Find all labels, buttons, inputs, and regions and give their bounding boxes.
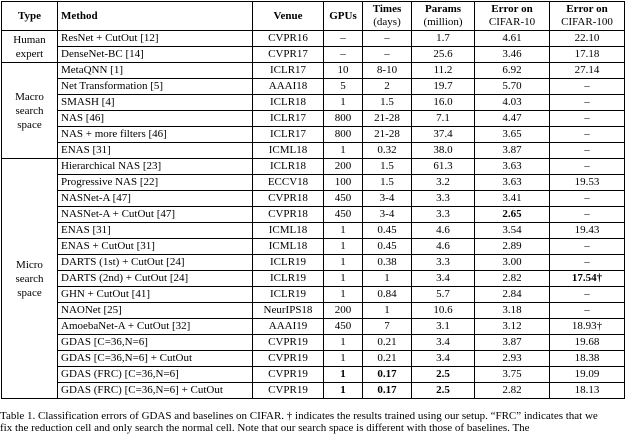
times-cell: 7 [363,319,412,335]
times-cell: 0.21 [363,351,412,367]
params-cell: 3.4 [412,335,475,351]
error10-cell: 4.47 [475,111,550,127]
error10-cell: 3.00 [475,255,550,271]
error100-cell: 22.10 [550,31,625,47]
header-times [363,2,412,31]
error100-cell: 18.38 [550,351,625,367]
gpus-cell: 1 [324,351,363,367]
gpus-cell: 1 [324,223,363,239]
error100-cell: 18.13 [550,383,625,399]
times-cell-best: 0.17 [363,367,412,383]
venue-cell: ICLR18 [253,95,324,111]
times-cell: 0.45 [363,223,412,239]
table-caption: Table 1. Classification errors of GDAS and baselines on CIFAR. † indicates the results trained using our setup. “FRC” indicates that we [0,410,598,422]
gpus-cell-best: 1 [324,383,363,399]
error100-cell: 19.53 [550,175,625,191]
times-cell: 0.21 [363,335,412,351]
venue-cell: CVPR19 [253,351,324,367]
table-row [2,143,625,159]
error100-cell: – [550,111,625,127]
venue-cell: CVPR18 [253,191,324,207]
gpus-cell: 200 [324,303,363,319]
gpus-cell: 800 [324,127,363,143]
error100-cell: – [550,127,625,143]
method-cell: NAS [46] [58,111,253,127]
error100-cell: – [550,143,625,159]
params-cell: 16.0 [412,95,475,111]
venue-cell: CVPR16 [253,31,324,47]
error100-cell: 18.93† [550,319,625,335]
table-row [2,47,625,63]
error100-cell: – [550,95,625,111]
times-cell-best: 0.17 [363,383,412,399]
venue-cell: ICLR19 [253,287,324,303]
table-row [2,111,625,127]
params-cell: 7.1 [412,111,475,127]
venue-cell: CVPR19 [253,335,324,351]
table-row [2,79,625,95]
method-cell: Hierarchical NAS [23] [58,159,253,175]
table-row [2,287,625,303]
error100-cell: 27.14 [550,63,625,79]
venue-cell: ICLR19 [253,255,324,271]
table-caption-continued: fix the reduction cell and only search the normal cell. Note that our search space is different with those of baselines. The [0,422,530,434]
table-row [2,319,625,335]
header-error-cifar10 [475,2,550,31]
params-cell: 1.7 [412,31,475,47]
results-table [1,1,625,399]
error10-cell: 2.84 [475,287,550,303]
method-cell: ENAS + CutOut [31] [58,239,253,255]
header-venue: Venue [253,2,324,31]
times-cell: 1 [363,271,412,287]
gpus-cell: 1 [324,271,363,287]
venue-cell: CVPR19 [253,367,324,383]
times-cell: 0.45 [363,239,412,255]
venue-cell: NeurIPS18 [253,303,324,319]
params-cell: 4.6 [412,239,475,255]
method-cell: ENAS [31] [58,223,253,239]
error10-cell: 2.93 [475,351,550,367]
table-row [2,127,625,143]
venue-cell: CVPR17 [253,47,324,63]
venue-cell: ICLR17 [253,127,324,143]
gpus-cell: 10 [324,63,363,79]
params-cell: 19.7 [412,79,475,95]
error10-cell: 6.92 [475,63,550,79]
venue-cell: ICLR17 [253,63,324,79]
params-cell: 3.4 [412,271,475,287]
error10-cell: 5.70 [475,79,550,95]
params-cell-best: 2.5 [412,367,475,383]
params-cell: 25.6 [412,47,475,63]
params-cell: 38.0 [412,143,475,159]
header-error-cifar100 [550,2,625,31]
method-cell: GDAS [C=36,N=6] [58,335,253,351]
venue-cell: ICML18 [253,239,324,255]
method-cell: AmoebaNet-A + CutOut [32] [58,319,253,335]
times-cell: 0.38 [363,255,412,271]
table-row [2,191,625,207]
error10-cell: 3.46 [475,47,550,63]
error10-cell-best: 2.65 [475,207,550,223]
method-cell: Progressive NAS [22] [58,175,253,191]
method-cell: GDAS (FRC) [C=36,N=6] + CutOut [58,383,253,399]
venue-cell: ICLR18 [253,159,324,175]
error10-cell: 4.61 [475,31,550,47]
method-cell: Net Transformation [5] [58,79,253,95]
venue-cell: ICML18 [253,143,324,159]
table-row [2,223,625,239]
error10-cell: 4.03 [475,95,550,111]
method-cell: GHN + CutOut [41] [58,287,253,303]
params-cell: 3.3 [412,207,475,223]
params-cell: 5.7 [412,287,475,303]
venue-cell: ICLR17 [253,111,324,127]
gpus-cell: – [324,47,363,63]
error100-cell: – [550,303,625,319]
times-cell: 1.5 [363,175,412,191]
table-header-row [2,2,625,31]
method-cell: ResNet + CutOut [12] [58,31,253,47]
times-cell: 1.5 [363,95,412,111]
error10-cell: 3.41 [475,191,550,207]
header-method: Method [58,2,253,31]
params-cell: 3.3 [412,255,475,271]
error10-cell: 3.87 [475,335,550,351]
error10-cell: 3.54 [475,223,550,239]
gpus-cell: 1 [324,255,363,271]
table-row [2,63,625,79]
error10-cell: 3.18 [475,303,550,319]
gpus-cell: – [324,31,363,47]
gpus-cell: 100 [324,175,363,191]
times-cell: – [363,47,412,63]
table-row [2,367,625,383]
table-row [2,239,625,255]
error10-cell: 3.63 [475,175,550,191]
header-params-main: Params [424,3,462,15]
params-cell: 3.3 [412,191,475,207]
venue-cell: AAAI19 [253,319,324,335]
venue-cell: ICML18 [253,223,324,239]
times-cell: – [363,31,412,47]
table-row [2,31,625,47]
header-gpus: GPUs [324,2,363,31]
gpus-cell: 450 [324,207,363,223]
method-cell: ENAS [31] [58,143,253,159]
method-cell: SMASH [4] [58,95,253,111]
times-cell: 3-4 [363,191,412,207]
gpus-cell-best: 1 [324,367,363,383]
method-cell: DenseNet-BC [14] [58,47,253,63]
params-cell: 37.4 [412,127,475,143]
method-cell: MetaQNN [1] [58,63,253,79]
gpus-cell: 1 [324,239,363,255]
error100-cell-best: 17.54† [550,271,625,287]
method-cell: DARTS (1st) + CutOut [24] [58,255,253,271]
params-cell: 4.6 [412,223,475,239]
header-err100-main: Error on [566,3,608,15]
times-cell: 0.84 [363,287,412,303]
times-cell: 1 [363,303,412,319]
params-cell: 3.1 [412,319,475,335]
error100-cell: – [550,191,625,207]
gpus-cell: 450 [324,191,363,207]
gpus-cell: 200 [324,159,363,175]
params-cell: 11.2 [412,63,475,79]
group-label-micro: Micro search space [2,159,58,399]
group-label-macro: Macro search space [2,63,58,159]
error100-cell: – [550,159,625,175]
header-params-sub: (million) [423,16,463,28]
method-cell: DARTS (2nd) + CutOut [24] [58,271,253,287]
method-cell: NASNet-A + CutOut [47] [58,207,253,223]
table-row [2,271,625,287]
times-cell: 21-28 [363,127,412,143]
venue-cell: ECCV18 [253,175,324,191]
table-row [2,207,625,223]
method-cell: NAS + more filters [46] [58,127,253,143]
params-cell: 3.4 [412,351,475,367]
error10-cell: 2.82 [475,383,550,399]
header-times-sub: (days) [373,16,401,28]
params-cell: 3.2 [412,175,475,191]
error100-cell: 19.09 [550,367,625,383]
gpus-cell: 800 [324,111,363,127]
method-cell: GDAS [C=36,N=6] + CutOut [58,351,253,367]
method-cell: GDAS (FRC) [C=36,N=6] [58,367,253,383]
times-cell: 2 [363,79,412,95]
error100-cell: 17.18 [550,47,625,63]
gpus-cell: 450 [324,319,363,335]
times-cell: 0.32 [363,143,412,159]
error100-cell: – [550,79,625,95]
error100-cell: – [550,255,625,271]
table-row [2,303,625,319]
error100-cell: – [550,287,625,303]
venue-cell: CVPR19 [253,383,324,399]
times-cell: 8-10 [363,63,412,79]
venue-cell: ICLR19 [253,271,324,287]
params-cell-best: 2.5 [412,383,475,399]
params-cell: 10.6 [412,303,475,319]
error100-cell: 19.43 [550,223,625,239]
times-cell: 3-4 [363,207,412,223]
table-row [2,351,625,367]
gpus-cell: 1 [324,143,363,159]
params-cell: 61.3 [412,159,475,175]
times-cell: 1.5 [363,159,412,175]
table-row [2,383,625,399]
error10-cell: 3.12 [475,319,550,335]
error10-cell: 3.65 [475,127,550,143]
gpus-cell: 5 [324,79,363,95]
gpus-cell: 1 [324,335,363,351]
table-row [2,335,625,351]
error10-cell: 3.87 [475,143,550,159]
error10-cell: 2.89 [475,239,550,255]
error10-cell: 3.63 [475,159,550,175]
header-type: Type [2,2,58,31]
error100-cell: 19.68 [550,335,625,351]
table-row [2,175,625,191]
gpus-cell: 1 [324,95,363,111]
table-row [2,95,625,111]
error100-cell: – [550,207,625,223]
error10-cell: 2.82 [475,271,550,287]
method-cell: NAONet [25] [58,303,253,319]
header-err100-sub: CIFAR-100 [561,16,613,28]
venue-cell: AAAI18 [253,79,324,95]
table-row [2,255,625,271]
header-err10-main: Error on [491,3,533,15]
error100-cell: – [550,239,625,255]
header-err10-sub: CIFAR-10 [488,16,536,28]
method-cell: NASNet-A [47] [58,191,253,207]
gpus-cell: 1 [324,287,363,303]
table-row [2,159,625,175]
venue-cell: CVPR18 [253,207,324,223]
group-label-human: Human expert [2,31,58,63]
times-cell: 21-28 [363,111,412,127]
header-times-main: Times [372,3,402,15]
error10-cell: 3.75 [475,367,550,383]
header-params [412,2,475,31]
